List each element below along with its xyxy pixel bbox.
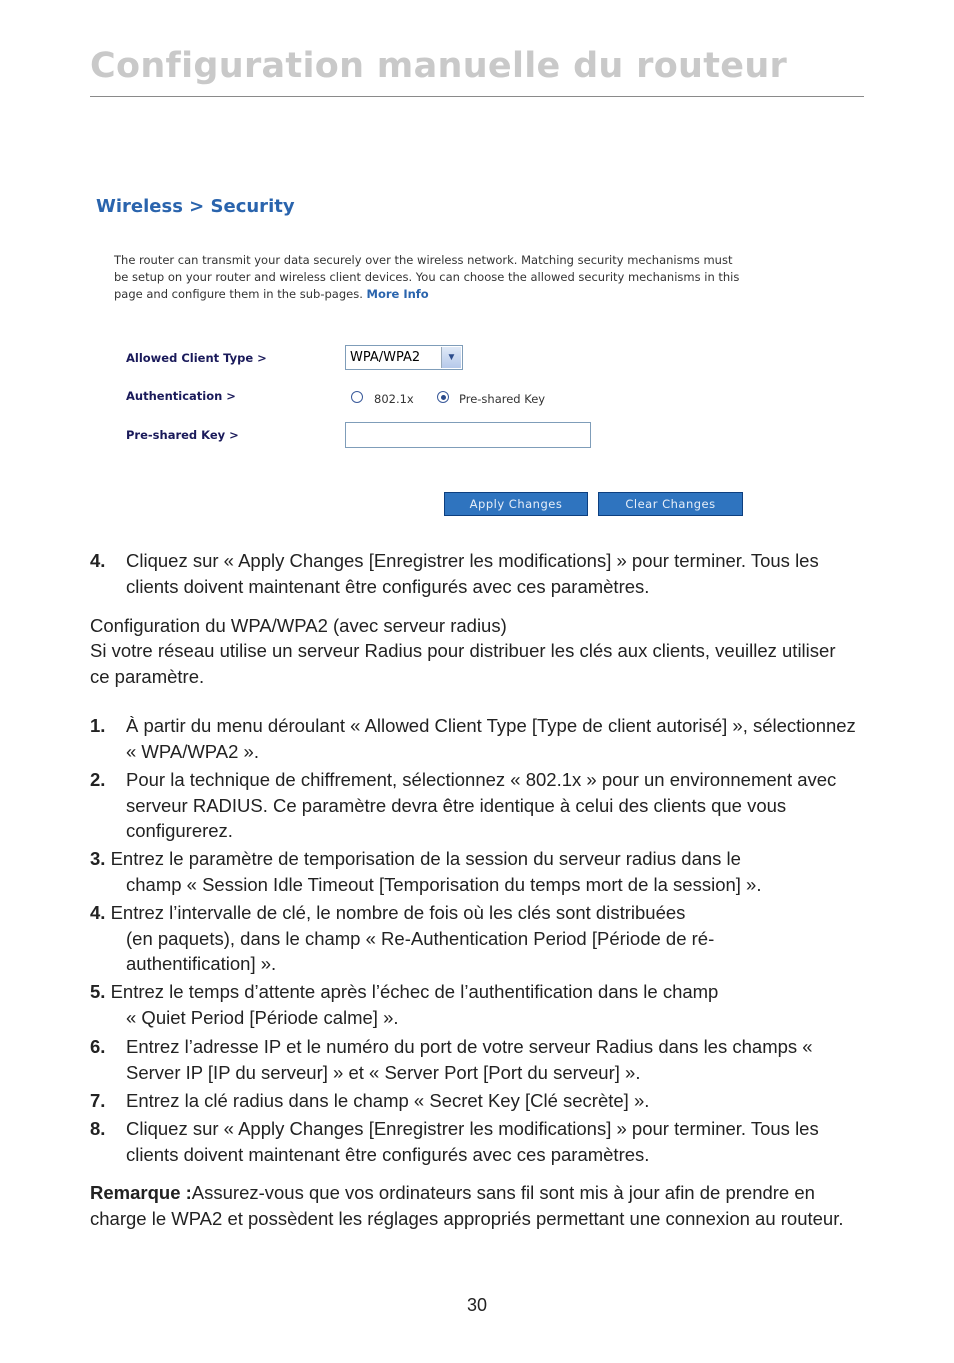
list-item [90,1034,860,1085]
step-text-lead: Entrez le temps d’attente après l’échec de l’authentification dans le champ [110,981,719,1002]
step-text: Pour la technique de chiffrement, sélectionnez « 802.1x » pour un environnement avec serveur RADIUS. Ce paramètre devra être identique à celui des clients que vous configurerez. [126,769,837,841]
section-heading: Configuration du WPA/WPA2 (avec serveur radius) [90,615,507,636]
step-number: 4. [90,550,106,571]
step-text-lead: Entrez l’intervalle de clé, le nombre de fois où les clés sont distribuées [110,902,686,923]
list-item [90,767,860,844]
note-label: Remarque : [90,1182,192,1203]
step-text: Entrez l’adresse IP et le numéro du port de votre serveur Radius dans les champs « Server IP [IP du serveur] » et « Server Port [Port du serveur] ». [126,1036,813,1083]
step-number: 5. [90,981,106,1002]
apply-changes-button[interactable]: Apply Changes [444,492,588,516]
page-title: Configuration manuelle du routeur [90,46,788,86]
list-item [90,846,860,897]
more-info-link[interactable]: More Info [366,287,429,301]
preshared-key-input[interactable] [345,422,591,448]
list-item [90,979,860,1030]
step-text-rest: « Quiet Period [Période calme] ». [126,1006,399,1028]
allowed-client-type-select[interactable] [345,345,463,370]
step-number: 8. [90,1118,106,1139]
list-item [90,713,860,764]
list-item [90,1088,860,1114]
title-divider [90,96,864,97]
step-number: 4. [90,902,106,923]
step-number: 6. [90,1036,106,1057]
step-text: Cliquez sur « Apply Changes [Enregistrer les modifications] » pour terminer. Tous les clients doivent maintenant être configurés avec ces paramètres. [126,550,819,597]
authentication-label: Authentication > [126,389,236,403]
security-intro [114,252,744,303]
security-intro-text: The router can transmit your data securely over the wireless network. Matching security mechanisms must be setup on your router and wireless client devices. You can choose the allowed security mechanisms in this page and configure them in the sub-pages. [114,253,740,301]
step-text: Cliquez sur « Apply Changes [Enregistrer les modifications] » pour terminer. Tous les clients doivent maintenant être configurés avec ces paramètres. [126,1118,819,1165]
note [90,1180,860,1231]
router-screenshot [90,190,770,530]
breadcrumb: Wireless > Security [96,196,295,217]
radio-preshared-key-label: Pre-shared Key [459,392,546,406]
list-item [90,1116,860,1167]
step-number: 7. [90,1090,106,1111]
step-text: Entrez la clé radius dans le champ « Secret Key [Clé secrète] ». [126,1090,650,1111]
radio-8021x[interactable] [351,391,363,403]
clear-changes-button[interactable]: Clear Changes [598,492,743,516]
radio-8021x-label: 802.1x [374,392,414,406]
preshared-key-label: Pre-shared Key > [126,428,239,442]
step-number: 1. [90,715,106,736]
step-text: À partir du menu déroulant « Allowed Client Type [Type de client autorisé] », sélectionnez « WPA/WPA2 ». [126,715,856,762]
step-text-rest: champ « Session Idle Timeout [Temporisation du temps mort de la session] ». [126,873,762,895]
list-item [90,900,860,977]
section-intro: Si votre réseau utilise un serveur Radius pour distribuer les clés aux clients, veuillez utiliser ce paramètre. [90,640,836,687]
step-number: 3. [90,848,106,869]
step-text-lead: Entrez le paramètre de temporisation de la session du serveur radius dans le [110,848,741,869]
allowed-client-type-value: WPA/WPA2 [350,350,421,365]
allowed-client-type-label: Allowed Client Type > [126,351,267,365]
note-text: Assurez-vous que vos ordinateurs sans fil sont mis à jour afin de prendre en charge le WPA2 et possèdent les réglages appropriés permettant une connexion au routeur. [90,1182,844,1229]
chevron-down-icon[interactable]: ▼ [441,347,461,368]
step-number: 2. [90,769,106,790]
step-4-apply [90,548,860,599]
page-number: 30 [466,1295,488,1315]
radio-preshared-key[interactable] [437,391,449,403]
step-text-rest: (en paquets), dans le champ « Re-Authentication Period [Période de ré-authentification] ». [126,927,715,974]
